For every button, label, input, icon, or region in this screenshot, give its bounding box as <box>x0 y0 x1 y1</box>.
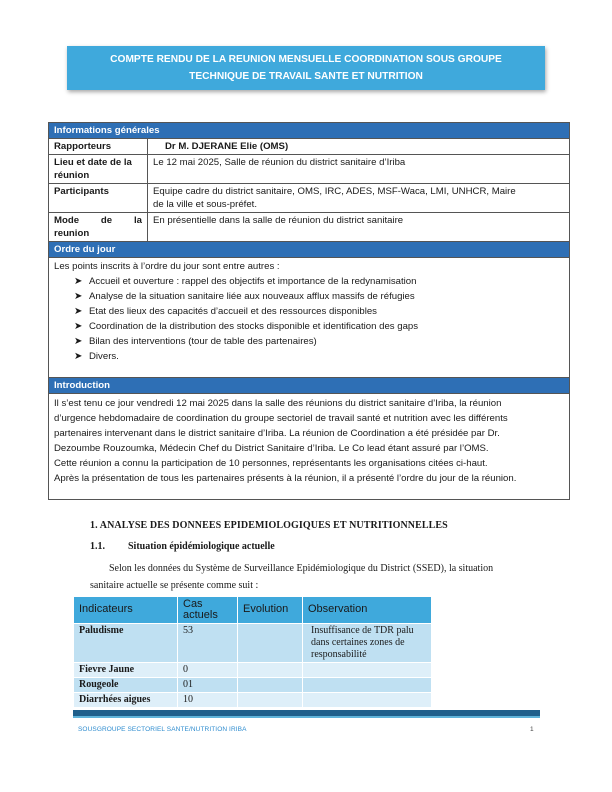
epidemiology-table <box>73 596 432 708</box>
info-row-lieu-date <box>49 155 570 184</box>
agenda-item-text: Coordination de la distribution des stocks disponible et identification des gaps <box>89 321 419 332</box>
subsection-1-1-title <box>90 541 275 552</box>
info-row-rapporteurs <box>49 139 570 155</box>
agenda-item-text: Analyse de la situation sanitaire liée aux nouveaux afflux massifs de réfugies <box>89 291 415 302</box>
info-value-lieu-date: Le 12 mai 2025, Salle de réunion du district sanitaire d’Iriba <box>148 155 570 184</box>
info-heading: Informations générales <box>49 123 570 139</box>
agenda-intro: Les points inscrits à l’ordre du jour sont entre autres : <box>54 261 280 272</box>
intro-line: d’urgence hebdomadaire de coordination du groupe sectoriel de travail santé et nutrition avec les différents <box>54 413 508 424</box>
agenda-section-header <box>49 242 570 258</box>
agenda-item <box>74 274 564 289</box>
cases-cell: 10 <box>178 693 238 708</box>
agenda-item-text: Divers. <box>89 351 119 362</box>
indicator-cell: Fievre Jaune <box>74 663 178 678</box>
arrow-bullet-icon: ➤ <box>74 291 83 302</box>
indicator-cell: Rougeole <box>74 678 178 693</box>
table-row <box>74 663 432 678</box>
agenda-item <box>74 289 564 304</box>
evolution-cell <box>238 678 303 693</box>
info-row-participants <box>49 184 570 213</box>
agenda-item <box>74 349 564 364</box>
info-label-participants: Participants <box>49 184 148 213</box>
evolution-cell <box>238 663 303 678</box>
epi-header-row <box>74 597 432 624</box>
cases-cell: 0 <box>178 663 238 678</box>
mode-label-line-2: reunion <box>54 228 90 239</box>
cases-cell: 01 <box>178 678 238 693</box>
info-value-mode: En présentielle dans la salle de réunion du district sanitaire <box>148 213 570 242</box>
page-number: 1 <box>530 726 534 733</box>
table-row <box>74 624 432 663</box>
rapporteurs-text: Dr M. DJERANE Elie (OMS) <box>165 141 289 152</box>
intro-line: Il s’est tenu ce jour vendredi 12 mai 2025 dans la salle des réunions du district sanitaire d’Iriba, la réunion <box>54 398 502 409</box>
arrow-bullet-icon: ➤ <box>74 306 83 317</box>
evolution-cell <box>238 624 303 663</box>
subsection-text: Situation épidémiologique actuelle <box>128 541 275 552</box>
subsection-number: 1.1. <box>90 541 105 552</box>
intro-line: partenaires intervenant dans le district sanitaire d’Iriba. La réunion de Coordination a été présidée par Dr. <box>54 428 500 439</box>
cases-cell: 53 <box>178 624 238 663</box>
situation-line-2: sanitaire actuelle se présente comme suit : <box>90 580 259 591</box>
col-header-cas-text: Cas actuels <box>183 598 218 621</box>
col-header-evolution: Evolution <box>238 597 303 624</box>
arrow-bullet-icon: ➤ <box>74 336 83 347</box>
intro-body-row <box>49 394 570 500</box>
observation-cell <box>303 678 432 693</box>
col-header-observation: Observation <box>303 597 432 624</box>
agenda-body-row <box>49 258 570 378</box>
agenda-item <box>74 319 564 334</box>
evolution-cell <box>238 693 303 708</box>
intro-section-header <box>49 378 570 394</box>
intro-line: Après la présentation de tous les partenaires présents à la réunion, il a présenté l’ordre du jour de la réunion. <box>54 473 517 484</box>
intro-line: Dezoumbe Rouzoumka, Médecin Chef du District Sanitaire d’Iriba. Le Co lead étant assuré par l’OMS. <box>54 443 489 454</box>
situation-line-1: Selon les données du Système de Surveillance Epidémiologique du District (SSED), la situation <box>109 563 494 574</box>
agenda-item <box>74 304 564 319</box>
arrow-bullet-icon: ➤ <box>74 276 83 287</box>
agenda-item-text: Etat des lieux des capacités d’accueil et des ressources disponibles <box>89 306 377 317</box>
section-1-title: 1. ANALYSE DES DONNEES EPIDEMIOLOGIQUES ET NUTRITIONNELLES <box>90 520 448 531</box>
footer-rule-accent <box>73 716 540 718</box>
footer-text: SOUSGROUPE SECTORIEL SANTE/NUTRITION IRIBA <box>78 726 247 733</box>
agenda-heading: Ordre du jour <box>49 242 570 258</box>
agenda-item-text: Bilan des interventions (tour de table des partenaires) <box>89 336 317 347</box>
col-header-cas <box>178 597 238 624</box>
info-label-mode <box>49 213 148 242</box>
observation-cell <box>303 663 432 678</box>
intro-paragraph <box>54 396 564 486</box>
table-row <box>74 693 432 708</box>
intro-heading: Introduction <box>49 378 570 394</box>
info-row-mode <box>49 213 570 242</box>
info-label-lieu-date <box>49 155 148 184</box>
report-title-line-2: TECHNIQUE DE TRAVAIL SANTE ET NUTRITION <box>189 71 423 82</box>
agenda-item <box>74 334 564 349</box>
info-value-participants <box>148 184 570 213</box>
info-section-header <box>49 123 570 139</box>
agenda-body <box>49 258 570 378</box>
report-title-line-1: COMPTE RENDU DE LA REUNION MENSUELLE COORDINATION SOUS GROUPE <box>110 54 502 65</box>
observation-cell <box>303 693 432 708</box>
arrow-bullet-icon: ➤ <box>74 351 83 362</box>
indicator-cell: Diarrhées aigues <box>74 693 178 708</box>
table-row <box>74 678 432 693</box>
participants-line-1: Equipe cadre du district sanitaire, OMS, IRC, ADES, MSF-Waca, LMI, UNHCR, Maire <box>153 186 516 197</box>
lieu-label-line-1: Lieu et date de la <box>54 157 132 168</box>
agenda-item-text: Accueil et ouverture : rappel des objectifs et importance de la redynamisation <box>89 276 417 287</box>
agenda-list <box>74 274 564 364</box>
mode-label-line-1: Mode de la <box>54 215 142 226</box>
lieu-label-line-2: réunion <box>54 170 90 181</box>
report-title-banner <box>67 46 545 90</box>
info-value-rapporteurs <box>148 139 570 155</box>
info-label-rapporteurs: Rapporteurs <box>49 139 148 155</box>
participants-line-2: de la ville et sous-préfet. <box>153 199 257 210</box>
intro-line: Cette réunion a connu la participation de 10 personnes, représentants les organisations citées ci-haut. <box>54 458 488 469</box>
observation-cell: Insuffisance de TDR palu dans certaines zones de responsabilité <box>303 624 432 663</box>
situation-paragraph <box>90 560 549 594</box>
indicator-cell: Paludisme <box>74 624 178 663</box>
arrow-bullet-icon: ➤ <box>74 321 83 332</box>
intro-body <box>49 394 570 500</box>
general-info-table <box>48 122 570 500</box>
col-header-indicateurs: Indicateurs <box>74 597 178 624</box>
